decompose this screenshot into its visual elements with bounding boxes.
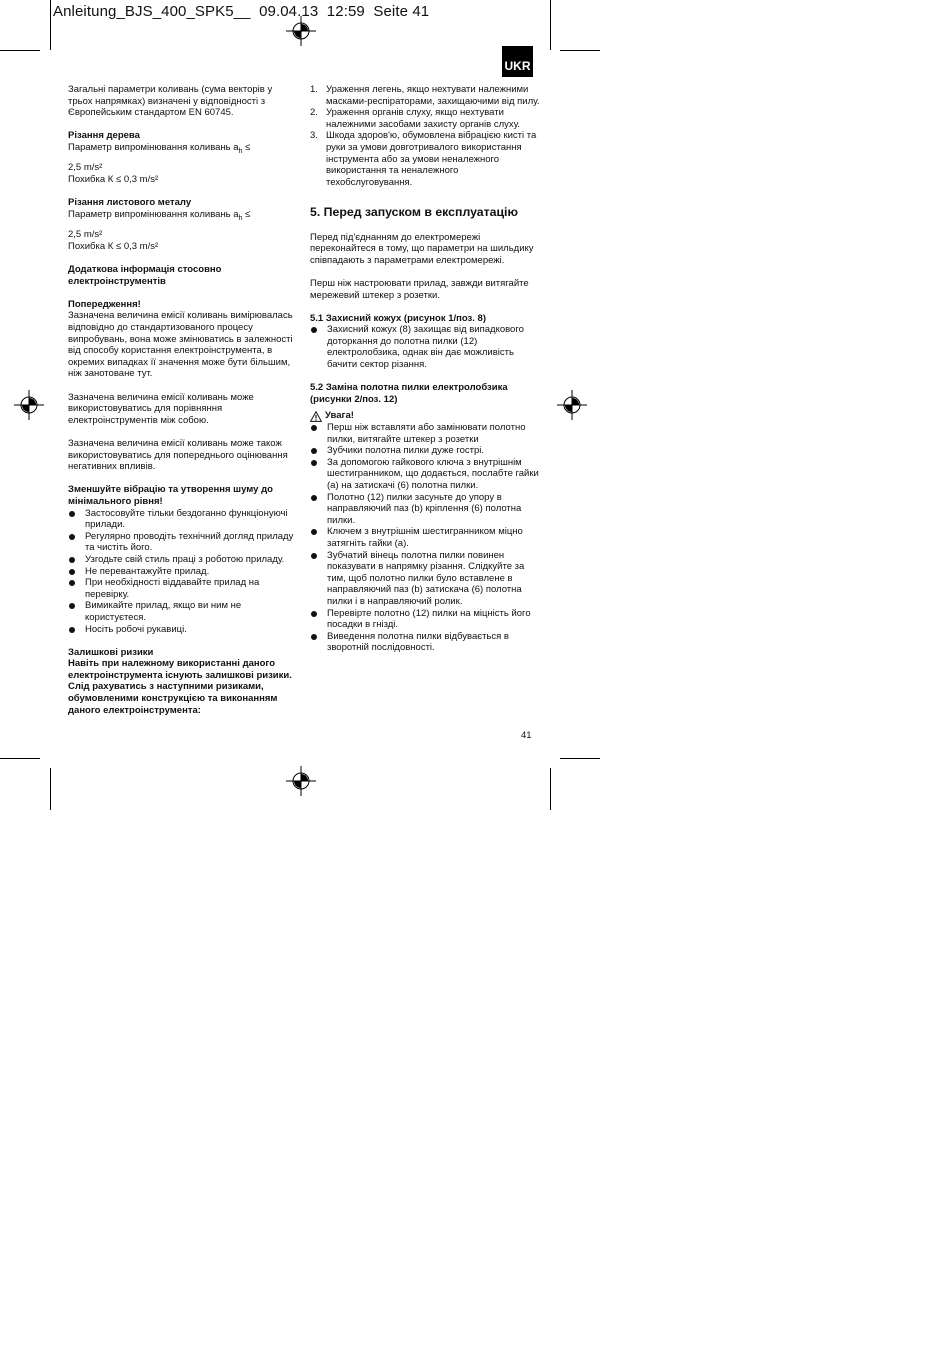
metal-tolerance: Похибка К ≤ 0,3 m/s² — [68, 240, 159, 252]
metal-param: Параметр випромінювання коливань $a_h$ ≤ — [68, 208, 251, 222]
intro-paragraph: Загальні параметри коливань (сума векторів у трьох напрямках) визначені у відповідності з Європейським стандартом EN 60745. — [68, 84, 273, 119]
addinfo-heading: Додаткова інформація стосовно електроінструментів — [68, 264, 222, 287]
compare-paragraph: Зазначена величина емісії коливань може використовуватись для порівняння електроінструментів між собою. — [68, 391, 254, 426]
wood-value: 2,5 m/s² — [68, 162, 103, 174]
registration-mark-top — [286, 16, 316, 46]
list-item: 3. Шкода здоров'ю, обумовлена вібрацією кисті та руки за умови довготривалого використання інструмента або за умови неналежного використання та неналежного техобслуговування. — [310, 130, 537, 188]
s51-heading: 5.1 Захисний кожух (рисунок 1/поз. 8) — [310, 312, 487, 324]
list-item: При необхідності віддавайте прилад на перевірку. — [68, 577, 298, 600]
header-title: Anleitung_BJS_400_SPK5__ 09.04.13 12:59 Seite 41 — [53, 3, 430, 20]
list-item: Носіть робочі рукавиці. — [68, 624, 298, 636]
section-title: 5. Перед запуском в експлуатацію — [310, 204, 518, 219]
list-item: Регулярно проводіть технічний догляд приладу та чистіть його. — [68, 531, 298, 554]
warnings-paragraph: Зазначена величина емісії коливань вимірювалась відповідно до стандартизованого процесу випробувань, вона може змінюватись в залежності від способу користання електроінструмента, в окремих випадках її значення може бути більшим, ніж занотоване тут. — [68, 310, 293, 380]
registration-mark-left — [14, 390, 44, 420]
s52-list — [310, 422, 540, 654]
metal-value: 2,5 m/s² — [68, 229, 103, 241]
reduce-list — [68, 508, 298, 636]
list-item: Виведення полотна пилки відбувається в зворотній послідовності. — [310, 631, 540, 654]
list-item: Зубчатий вінець полотна пилки повинен показувати в напрямку різання. Слідкуйте за тим, щоб полотно пилки було вставлене в направляючий паз (b) затискача (6) полотна пилки і в направляючий ролик. — [310, 550, 540, 608]
warnings-heading: Попередження! — [68, 298, 141, 310]
list-item: Вимикайте прилад, якщо ви ним не користуєтеся. — [68, 600, 298, 623]
registration-mark-right — [557, 390, 587, 420]
registration-mark-bottom — [286, 766, 316, 796]
assess-paragraph: Зазначена величина емісії коливань може також використовуватись для попереднього оцінювання негативних впливів. — [68, 438, 288, 473]
list-item: За допомогою гайкового ключа з внутрішнім шестигранником, що додається, послабте гайки (а) на затискачі (6) полотна пилки. — [310, 457, 540, 492]
check-paragraph: Перед під'єднанням до електромережі переконайтеся в тому, що параметри на шильдику співпадають з параметрами електромережі. — [310, 231, 534, 266]
list-item: Узгодьте свій стиль праці з роботою приладу. — [68, 554, 298, 566]
s51-list — [310, 324, 540, 370]
left-column — [68, 84, 298, 716]
list-item: Захисний кожух (8) захищає від випадкового доторкання до полотна пилки (12) електролобзика, однак він дає можливість бачити сектор різання. — [310, 324, 540, 370]
residual-heading: Залишкові ризики — [68, 646, 154, 658]
language-badge: UKR — [502, 46, 533, 77]
metal-heading: Різання листового металу — [68, 197, 192, 209]
unplug-paragraph: Перш ніж настроювати прилад, завжди витягайте мережевий штекер з розетки. — [310, 277, 529, 301]
list-item: Не перевантажуйте прилад. — [68, 566, 298, 578]
s52-heading: 5.2 Заміна полотна пилки електролобзика (рисунки 2/поз. 12) — [310, 382, 508, 405]
list-item: 1. Ураження легень, якщо нехтувати належними масками-респіраторами, захищаючими від пилу. — [310, 84, 540, 107]
wood-heading: Різання дерева — [68, 130, 140, 142]
list-item: Ключем з внутрішнім шестигранником міцно затягніть гайки (а). — [310, 526, 540, 549]
wood-tolerance: Похибка К ≤ 0,3 m/s² — [68, 174, 159, 186]
list-item: Зубчики полотна пилки дуже гострі. — [310, 445, 540, 457]
page-number: 41 — [521, 730, 532, 741]
warning-note — [310, 410, 540, 422]
risks-list — [310, 84, 540, 188]
list-item: Застосовуйте тільки бездоганно функціонуючі прилади. — [68, 508, 298, 531]
wood-param: Параметр випромінювання коливань $a_h$ ≤ — [68, 141, 251, 155]
list-item: Перевірте полотно (12) пилки на міцність його посадки в гнізді. — [310, 608, 540, 631]
list-item: Полотно (12) пилки засуньте до упору в направляючий паз (b) кріплення (6) полотна пилки. — [310, 492, 540, 527]
residual-paragraph: Навіть при належному використанні даного електроінструмента існують залишкові ризики. Слід рахуватись з наступними ризиками, обумовленими конструкцією та виконанням даного електроінструмента: — [68, 658, 292, 716]
warning-label: Увага! — [325, 410, 354, 422]
warning-triangle-icon — [310, 411, 322, 422]
right-column — [310, 84, 540, 654]
list-item: Перш ніж вставляти або замінювати полотно пилки, витягайте штекер з розетки — [310, 422, 540, 445]
list-item: 2. Ураження органів слуху, якщо нехтувати належними засобами захисту органів слуху. — [310, 107, 521, 130]
reduce-heading: Зменшуйте вібрацію та утворення шуму до мінімального рівня! — [68, 484, 273, 507]
